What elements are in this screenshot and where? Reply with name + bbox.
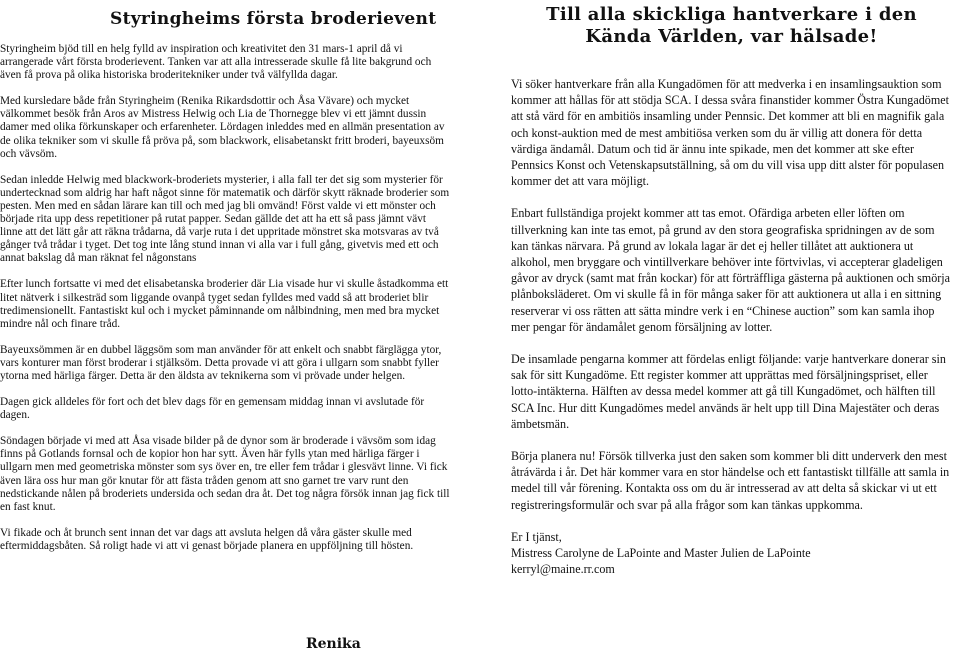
left-article-body xyxy=(0,43,450,553)
left-paragraph-1: Styringheim bjöd till en helg fylld av inspiration och kreativitet den 31 mars-1 april då vi arrangerade vårt första broderievent. Tanken var att alla intresserade skulle få lite bakgrund och även få prova på olika historiska broderitekniker under två välfyllda dagar. xyxy=(0,43,432,82)
right-column xyxy=(511,0,952,593)
right-paragraph-2: Enbart fullständiga projekt kommer att tas emot. Ofärdiga arbeten eller löften om tillverkning kan inte tas emot, på grund av den stora geografiska spridningen av de som kan tänkas närvara. På grund av lokala lagar är det ej heller tillåtet att auktionera ut alkohol, men bryggare och vintillverkare behöver inte förtvivlas, vi accepterar gladeligen gåvor av dryck (samt mat från kockar) för att förträffliga gästerna på auktionen och smörja plånboksläderet. Om vi skulle få in för många saker för att auktionera ut alla i en sittning reserverar vi oss rätten att sätta mindre verk i en “Chinese auction” som kan samla ihop mer pengar för ändamålet genom försäljning av lotter. xyxy=(511,206,951,334)
closing-names: Mistress Carolyne de LaPointe and Master Julien de LaPointe xyxy=(511,546,811,561)
left-column xyxy=(0,0,450,566)
right-closing xyxy=(511,529,952,578)
left-article-signature: Renika xyxy=(306,636,361,652)
left-paragraph-6: Dagen gick alldeles för fort och det blev dags för en gemensam middag innan vi avslutade för dagen. xyxy=(0,396,425,422)
left-paragraph-7: Söndagen började vi med att Åsa visade bilder på de dynor som är broderade i vävsöm som idag finns på Gotlands fornsal och de kopior hon har sytt. Även här fylls ytan med härliga färger i ullgarn men med geometriska mönster som sys över en, tre eller fem trådar i glesvävt linne. Vi fick även lära oss hur man gör knutar för att fästa tråden genom att sno garnet tre varv runt den nedstickande nålen på broderiets undersida och sedan dra åt. Det tog några försök innan jag fick till en fast knut. xyxy=(0,435,450,513)
left-article-title: Styringheims första broderievent xyxy=(110,9,437,29)
right-article-body xyxy=(511,76,952,577)
right-article-title: Till alla skickliga hantverkare i den Kända Världen, var hälsade! xyxy=(546,4,917,47)
contact-email: kerryl@maine.rr.com xyxy=(511,562,615,577)
left-paragraph-2: Med kursledare både från Styringheim (Renika Rikardsdottir och Åsa Vävare) och mycket välkommet besök från Aros av Mistress Helwig och Lia de Thornegge blev vi ett jämnt dussin damer med olika förkunskaper och erfarenheter. Lördagen inleddes med en allmän presentation av de olika tekniker som vi skulle få pröva på, som blackwork, elisabetanskt fritt broderi, bayeuxsöm och vävsöm. xyxy=(0,95,445,160)
right-paragraph-1: Vi söker hantverkare från alla Kungadömen för att medverka i en insamlingsauktion som kommer att hållas för att stödja SCA. I dessa svåra finanstider kommer Östra Kungadömet att stå värd för en ambitiös insamling under Pennsic. Det kommer att bli en magnifik gala och konst-auktion med de mest ambitiösa verken som du är villig att donera för detta värdiga ändamål. Datum och tid är ännu inte spikade, men det kommer att ske efter Pennsics Konst och Vetenskapsutställning, så om du vill visa upp ditt alster för populasen kommer det att vara möjligt. xyxy=(511,77,949,189)
right-paragraph-4: Börja planera nu! Försök tillverka just den saken som kommer bli ditt underverk den mest åtrávärda i år. Det här kommer vara en stor händelse och ett fantastiskt tillfälle att samla in medel till vår förening. Kontakta oss om du är intresserad av att delta så skickar vi ut ett registreringsformulär och svar på alla frågor som kan tänkas uppkomma. xyxy=(511,449,950,512)
left-paragraph-3: Sedan inledde Helwig med blackwork-broderiets mysterier, i alla fall ter det sig som mysterier för undertecknad som aldrig har haft något sinne för matematik och därför skytt räknade broderier som pesten. Men med en sådan lärare kan till och med jag bli omvänd! Först valde vi ett mönster och började rita upp dess repetitioner på rutat papper. Sedan gällde det att ha ett så pass jämnt vävt linne att det lätt går att räkna trådarna, då varje ruta i det uppritade mönstret ska motsvaras av två gånger två trådar i tyget. Det tog inte lång stund innan vi alla var i full gång, givetvis med ett och annat bakslag då man räknat fel någonstans xyxy=(0,173,450,265)
left-paragraph-8: Vi fikade och åt brunch sent innan det var dags att avsluta helgen då våra gäster skulle med eftermiddagsbåten. Så roligt hade vi att vi genast började planera en uppföljning till hösten. xyxy=(0,526,414,552)
left-paragraph-5: Bayeuxsömmen är en dubbel läggsöm som man använder för att enkelt och snabbt färglägga ytor, vars konturer man först broderar i stjälksöm. Detta provade vi att göra i ullgarn som snabbt fyller ytorna med härliga färger. Detta är den äldsta av teknikerna som vi prövade under helgen. xyxy=(0,343,442,382)
left-paragraph-4: Efter lunch fortsatte vi med det elisabetanska broderier där Lia visade hur vi skulle åstadkomma ett litet nätverk i silkesträd som liggande ovanpå tyget sedan fylldes med vadd så att broderiet blir tredimensionellt. Fantastiskt kul och i mycket påminnande om nålbindning, men med bra mycket mindre nål och finare tråd. xyxy=(0,278,449,330)
closing-greeting: Er I tjänst, xyxy=(511,529,562,544)
right-paragraph-3: De insamlade pengarna kommer att fördelas enligt följande: varje hantverkare donerar sin sak för sitt Kungadöme. Ett register kommer att upprättas med försäljningspriset, eller lotto-intäkterna. Hälften av dessa medel kommer att gå till Kungadömet, och hälften till SCA Inc. Hur ditt Kungadömes medel används är helt upp till Dina Majestäter och deras ämbetsmän. xyxy=(511,352,946,431)
